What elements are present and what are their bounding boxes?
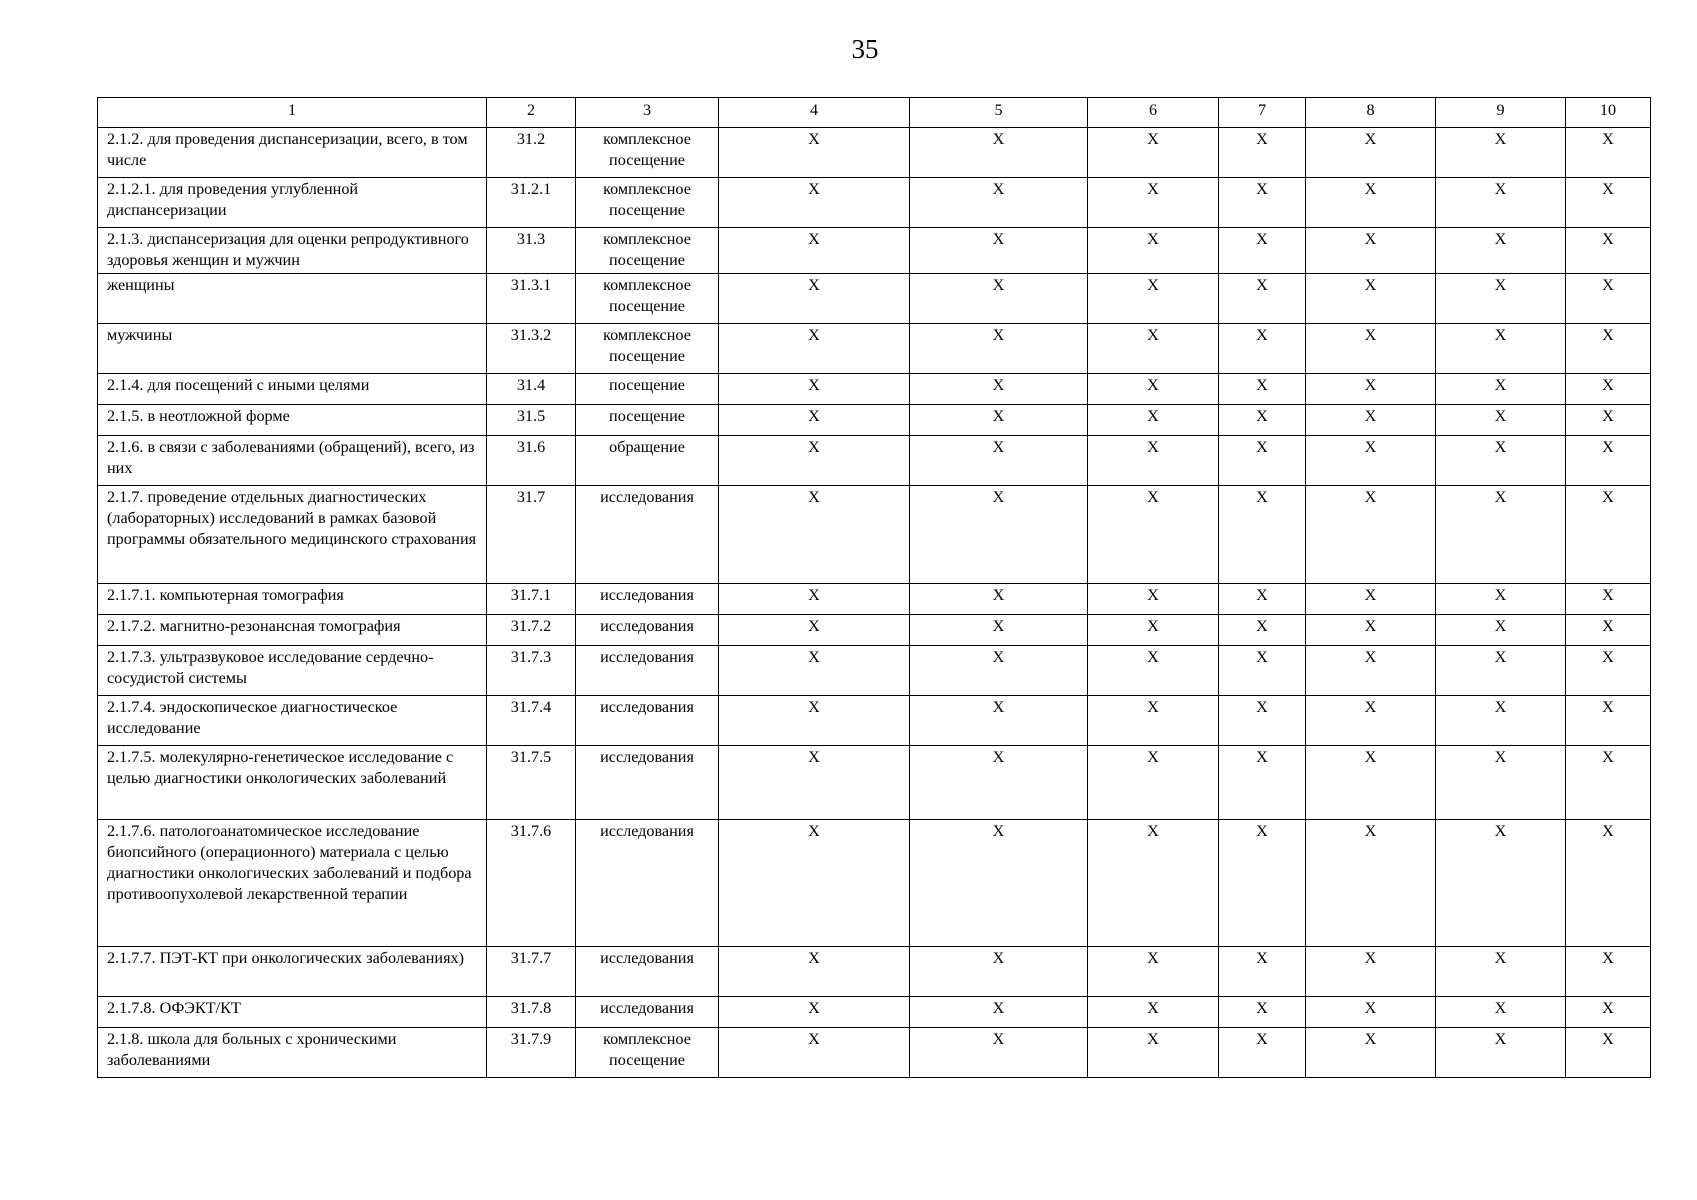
row-name-cell: женщины — [98, 274, 487, 324]
row-value-cell: Х — [910, 646, 1088, 696]
row-value-cell: Х — [1219, 646, 1306, 696]
row-value-cell: Х — [1219, 486, 1306, 584]
row-unit-cell: комплексное посещение — [576, 274, 719, 324]
row-name-cell: 2.1.7.3. ультразвуковое исследование сердечно-сосудистой системы — [98, 646, 487, 696]
row-name-cell: 2.1.8. школа для больных с хроническими заболеваниями — [98, 1028, 487, 1078]
row-value-cell: Х — [1306, 696, 1436, 746]
row-code-cell: 31.7.4 — [487, 696, 576, 746]
row-value-cell: Х — [719, 584, 910, 615]
row-value-cell: Х — [719, 405, 910, 436]
row-value-cell: Х — [1219, 228, 1306, 274]
row-value-cell: Х — [1088, 584, 1219, 615]
table-row — [98, 436, 1651, 486]
table-row — [98, 746, 1651, 820]
row-value-cell: Х — [1088, 615, 1219, 646]
row-value-cell: Х — [910, 274, 1088, 324]
row-unit-cell: комплексное посещение — [576, 178, 719, 228]
row-value-cell: Х — [910, 436, 1088, 486]
row-code-cell: 31.7.3 — [487, 646, 576, 696]
row-value-cell: Х — [910, 228, 1088, 274]
row-value-cell: Х — [719, 228, 910, 274]
row-value-cell: Х — [1566, 436, 1651, 486]
row-unit-cell: исследования — [576, 696, 719, 746]
row-value-cell: Х — [910, 615, 1088, 646]
column-header: 9 — [1436, 98, 1566, 128]
row-value-cell: Х — [1219, 1028, 1306, 1078]
table-row — [98, 486, 1651, 584]
row-value-cell: Х — [1088, 820, 1219, 947]
row-code-cell: 31.7.6 — [487, 820, 576, 947]
row-unit-cell: исследования — [576, 584, 719, 615]
row-value-cell: Х — [1219, 615, 1306, 646]
row-unit-cell: комплексное посещение — [576, 324, 719, 374]
row-value-cell: Х — [719, 324, 910, 374]
row-value-cell: Х — [719, 646, 910, 696]
row-name-cell: 2.1.2. для проведения диспансеризации, всего, в том числе — [98, 128, 487, 178]
row-code-cell: 31.7.8 — [487, 997, 576, 1028]
row-value-cell: Х — [1219, 405, 1306, 436]
row-value-cell: Х — [1566, 820, 1651, 947]
row-name-cell: 2.1.7.5. молекулярно-генетическое исследование с целью диагностики онкологических заболеваний — [98, 746, 487, 820]
row-value-cell: Х — [719, 947, 910, 997]
row-unit-cell: исследования — [576, 746, 719, 820]
row-value-cell: Х — [1088, 374, 1219, 405]
row-code-cell: 31.4 — [487, 374, 576, 405]
row-value-cell: Х — [1566, 746, 1651, 820]
row-code-cell: 31.5 — [487, 405, 576, 436]
row-value-cell: Х — [910, 405, 1088, 436]
row-name-cell: мужчины — [98, 324, 487, 374]
row-value-cell: Х — [1436, 584, 1566, 615]
row-value-cell: Х — [1436, 486, 1566, 584]
row-value-cell: Х — [1306, 436, 1436, 486]
row-value-cell: Х — [1088, 405, 1219, 436]
row-value-cell: Х — [1436, 820, 1566, 947]
row-name-cell: 2.1.7.2. магнитно-резонансная томография — [98, 615, 487, 646]
row-code-cell: 31.6 — [487, 436, 576, 486]
row-value-cell: Х — [910, 997, 1088, 1028]
row-value-cell: Х — [1088, 947, 1219, 997]
table-row — [98, 128, 1651, 178]
row-code-cell: 31.3.2 — [487, 324, 576, 374]
row-value-cell: Х — [910, 696, 1088, 746]
row-value-cell: Х — [1306, 997, 1436, 1028]
row-value-cell: Х — [1306, 274, 1436, 324]
row-value-cell: Х — [1566, 584, 1651, 615]
row-value-cell: Х — [910, 374, 1088, 405]
row-value-cell: Х — [1088, 746, 1219, 820]
row-value-cell: Х — [910, 486, 1088, 584]
page-number: 35 — [851, 34, 879, 64]
table-row — [98, 405, 1651, 436]
row-value-cell: Х — [719, 178, 910, 228]
row-unit-cell: обращение — [576, 436, 719, 486]
row-value-cell: Х — [1436, 374, 1566, 405]
table-row — [98, 1028, 1651, 1078]
row-value-cell: Х — [1088, 128, 1219, 178]
row-value-cell: Х — [719, 615, 910, 646]
row-code-cell: 31.7.2 — [487, 615, 576, 646]
table-row — [98, 997, 1651, 1028]
table-row — [98, 820, 1651, 947]
row-unit-cell: исследования — [576, 646, 719, 696]
column-header: 10 — [1566, 98, 1651, 128]
row-unit-cell: посещение — [576, 374, 719, 405]
row-unit-cell: исследования — [576, 820, 719, 947]
row-name-cell: 2.1.7.7. ПЭТ-КТ при онкологических заболеваниях) — [98, 947, 487, 997]
table-row — [98, 228, 1651, 274]
row-value-cell: Х — [1306, 584, 1436, 615]
column-header: 1 — [98, 98, 487, 128]
row-value-cell: Х — [1566, 696, 1651, 746]
row-value-cell: Х — [719, 997, 910, 1028]
row-code-cell: 31.7.9 — [487, 1028, 576, 1078]
row-value-cell: Х — [1566, 615, 1651, 646]
row-value-cell: Х — [1306, 746, 1436, 820]
row-unit-cell: исследования — [576, 997, 719, 1028]
row-value-cell: Х — [1088, 178, 1219, 228]
row-value-cell: Х — [1088, 1028, 1219, 1078]
row-value-cell: Х — [719, 696, 910, 746]
row-value-cell: Х — [1566, 374, 1651, 405]
row-unit-cell: посещение — [576, 405, 719, 436]
row-value-cell: Х — [1566, 486, 1651, 584]
row-value-cell: Х — [1219, 820, 1306, 947]
row-value-cell: Х — [1436, 696, 1566, 746]
row-code-cell: 31.7 — [487, 486, 576, 584]
row-unit-cell: исследования — [576, 486, 719, 584]
row-code-cell: 31.3 — [487, 228, 576, 274]
row-unit-cell: исследования — [576, 615, 719, 646]
row-value-cell: Х — [719, 374, 910, 405]
table-row — [98, 584, 1651, 615]
row-value-cell: Х — [1566, 947, 1651, 997]
row-value-cell: Х — [1306, 486, 1436, 584]
column-number-row — [98, 98, 1651, 128]
row-code-cell: 31.7.1 — [487, 584, 576, 615]
column-header: 2 — [487, 98, 576, 128]
row-name-cell: 2.1.5. в неотложной форме — [98, 405, 487, 436]
row-value-cell: Х — [1566, 997, 1651, 1028]
row-value-cell: Х — [910, 178, 1088, 228]
row-value-cell: Х — [910, 324, 1088, 374]
row-value-cell: Х — [1219, 274, 1306, 324]
row-value-cell: Х — [1219, 696, 1306, 746]
row-code-cell: 31.7.5 — [487, 746, 576, 820]
row-value-cell: Х — [1306, 615, 1436, 646]
row-value-cell: Х — [719, 486, 910, 584]
row-value-cell: Х — [1436, 128, 1566, 178]
row-value-cell: Х — [1219, 436, 1306, 486]
row-code-cell: 31.2.1 — [487, 178, 576, 228]
row-value-cell: Х — [910, 746, 1088, 820]
table-row — [98, 615, 1651, 646]
row-value-cell: Х — [1436, 228, 1566, 274]
row-value-cell: Х — [1088, 324, 1219, 374]
row-name-cell: 2.1.7. проведение отдельных диагностических (лабораторных) исследований в рамках базовой программы обязательного медицинского страхования — [98, 486, 487, 584]
row-unit-cell: комплексное посещение — [576, 128, 719, 178]
row-value-cell: Х — [719, 274, 910, 324]
row-value-cell: Х — [1088, 436, 1219, 486]
row-value-cell: Х — [1219, 997, 1306, 1028]
row-value-cell: Х — [1088, 997, 1219, 1028]
row-value-cell: Х — [1306, 228, 1436, 274]
row-value-cell: Х — [1566, 274, 1651, 324]
row-value-cell: Х — [719, 746, 910, 820]
row-value-cell: Х — [719, 436, 910, 486]
row-value-cell: Х — [1306, 820, 1436, 947]
row-unit-cell: комплексное посещение — [576, 228, 719, 274]
row-value-cell: Х — [910, 1028, 1088, 1078]
row-value-cell: Х — [1436, 646, 1566, 696]
row-name-cell: 2.1.4. для посещений с иными целями — [98, 374, 487, 405]
row-code-cell: 31.3.1 — [487, 274, 576, 324]
row-value-cell: Х — [1219, 584, 1306, 615]
table-row — [98, 274, 1651, 324]
column-header: 4 — [719, 98, 910, 128]
row-value-cell: Х — [910, 947, 1088, 997]
table-body — [98, 98, 1651, 1078]
row-value-cell: Х — [1436, 746, 1566, 820]
row-name-cell: 2.1.7.1. компьютерная томография — [98, 584, 487, 615]
row-value-cell: Х — [1566, 1028, 1651, 1078]
row-value-cell: Х — [1219, 947, 1306, 997]
row-name-cell: 2.1.6. в связи с заболеваниями (обращений), всего, из них — [98, 436, 487, 486]
table-row — [98, 646, 1651, 696]
column-header: 3 — [576, 98, 719, 128]
row-value-cell: Х — [1436, 178, 1566, 228]
row-value-cell: Х — [1566, 324, 1651, 374]
row-value-cell: Х — [1306, 128, 1436, 178]
row-value-cell: Х — [1566, 128, 1651, 178]
row-name-cell: 2.1.7.4. эндоскопическое диагностическое исследование — [98, 696, 487, 746]
row-value-cell: Х — [1436, 997, 1566, 1028]
row-value-cell: Х — [1219, 374, 1306, 405]
row-value-cell: Х — [910, 820, 1088, 947]
table-row — [98, 178, 1651, 228]
row-name-cell: 2.1.3. диспансеризация для оценки репродуктивного здоровья женщин и мужчин — [98, 228, 487, 274]
row-value-cell: Х — [1306, 1028, 1436, 1078]
row-value-cell: Х — [1566, 228, 1651, 274]
row-value-cell: Х — [910, 128, 1088, 178]
row-value-cell: Х — [1219, 324, 1306, 374]
row-value-cell: Х — [1088, 486, 1219, 584]
row-value-cell: Х — [1566, 646, 1651, 696]
row-value-cell: Х — [1088, 274, 1219, 324]
row-value-cell: Х — [1088, 228, 1219, 274]
row-value-cell: Х — [1436, 436, 1566, 486]
row-unit-cell: комплексное посещение — [576, 1028, 719, 1078]
row-value-cell: Х — [1219, 178, 1306, 228]
table-row — [98, 696, 1651, 746]
row-value-cell: Х — [1219, 128, 1306, 178]
row-code-cell: 31.7.7 — [487, 947, 576, 997]
row-value-cell: Х — [1088, 646, 1219, 696]
row-value-cell: Х — [1436, 324, 1566, 374]
column-header: 6 — [1088, 98, 1219, 128]
row-name-cell: 2.1.2.1. для проведения углубленной диспансеризации — [98, 178, 487, 228]
row-name-cell: 2.1.7.8. ОФЭКТ/КТ — [98, 997, 487, 1028]
row-value-cell: Х — [1566, 178, 1651, 228]
row-value-cell: Х — [1306, 646, 1436, 696]
table-row — [98, 324, 1651, 374]
row-value-cell: Х — [1306, 178, 1436, 228]
row-value-cell: Х — [719, 820, 910, 947]
row-name-cell: 2.1.7.6. патологоанатомическое исследование биопсийного (операционного) материала с целью диагностики онкологических заболеваний и подбора противоопухолевой лекарственной терапии — [98, 820, 487, 947]
row-value-cell: Х — [1566, 405, 1651, 436]
row-value-cell: Х — [1306, 374, 1436, 405]
row-value-cell: Х — [1436, 615, 1566, 646]
row-value-cell: Х — [719, 1028, 910, 1078]
row-value-cell: Х — [1088, 696, 1219, 746]
row-value-cell: Х — [1306, 947, 1436, 997]
row-value-cell: Х — [1306, 405, 1436, 436]
row-value-cell: Х — [1436, 405, 1566, 436]
row-code-cell: 31.2 — [487, 128, 576, 178]
row-unit-cell: исследования — [576, 947, 719, 997]
column-header: 7 — [1219, 98, 1306, 128]
table-row — [98, 947, 1651, 997]
row-value-cell: Х — [1436, 274, 1566, 324]
row-value-cell: Х — [1219, 746, 1306, 820]
column-header: 5 — [910, 98, 1088, 128]
row-value-cell: Х — [1436, 1028, 1566, 1078]
table-row — [98, 374, 1651, 405]
data-table — [97, 97, 1651, 1078]
row-value-cell: Х — [719, 128, 910, 178]
row-value-cell: Х — [1306, 324, 1436, 374]
row-value-cell: Х — [910, 584, 1088, 615]
column-header: 8 — [1306, 98, 1436, 128]
row-value-cell: Х — [1436, 947, 1566, 997]
